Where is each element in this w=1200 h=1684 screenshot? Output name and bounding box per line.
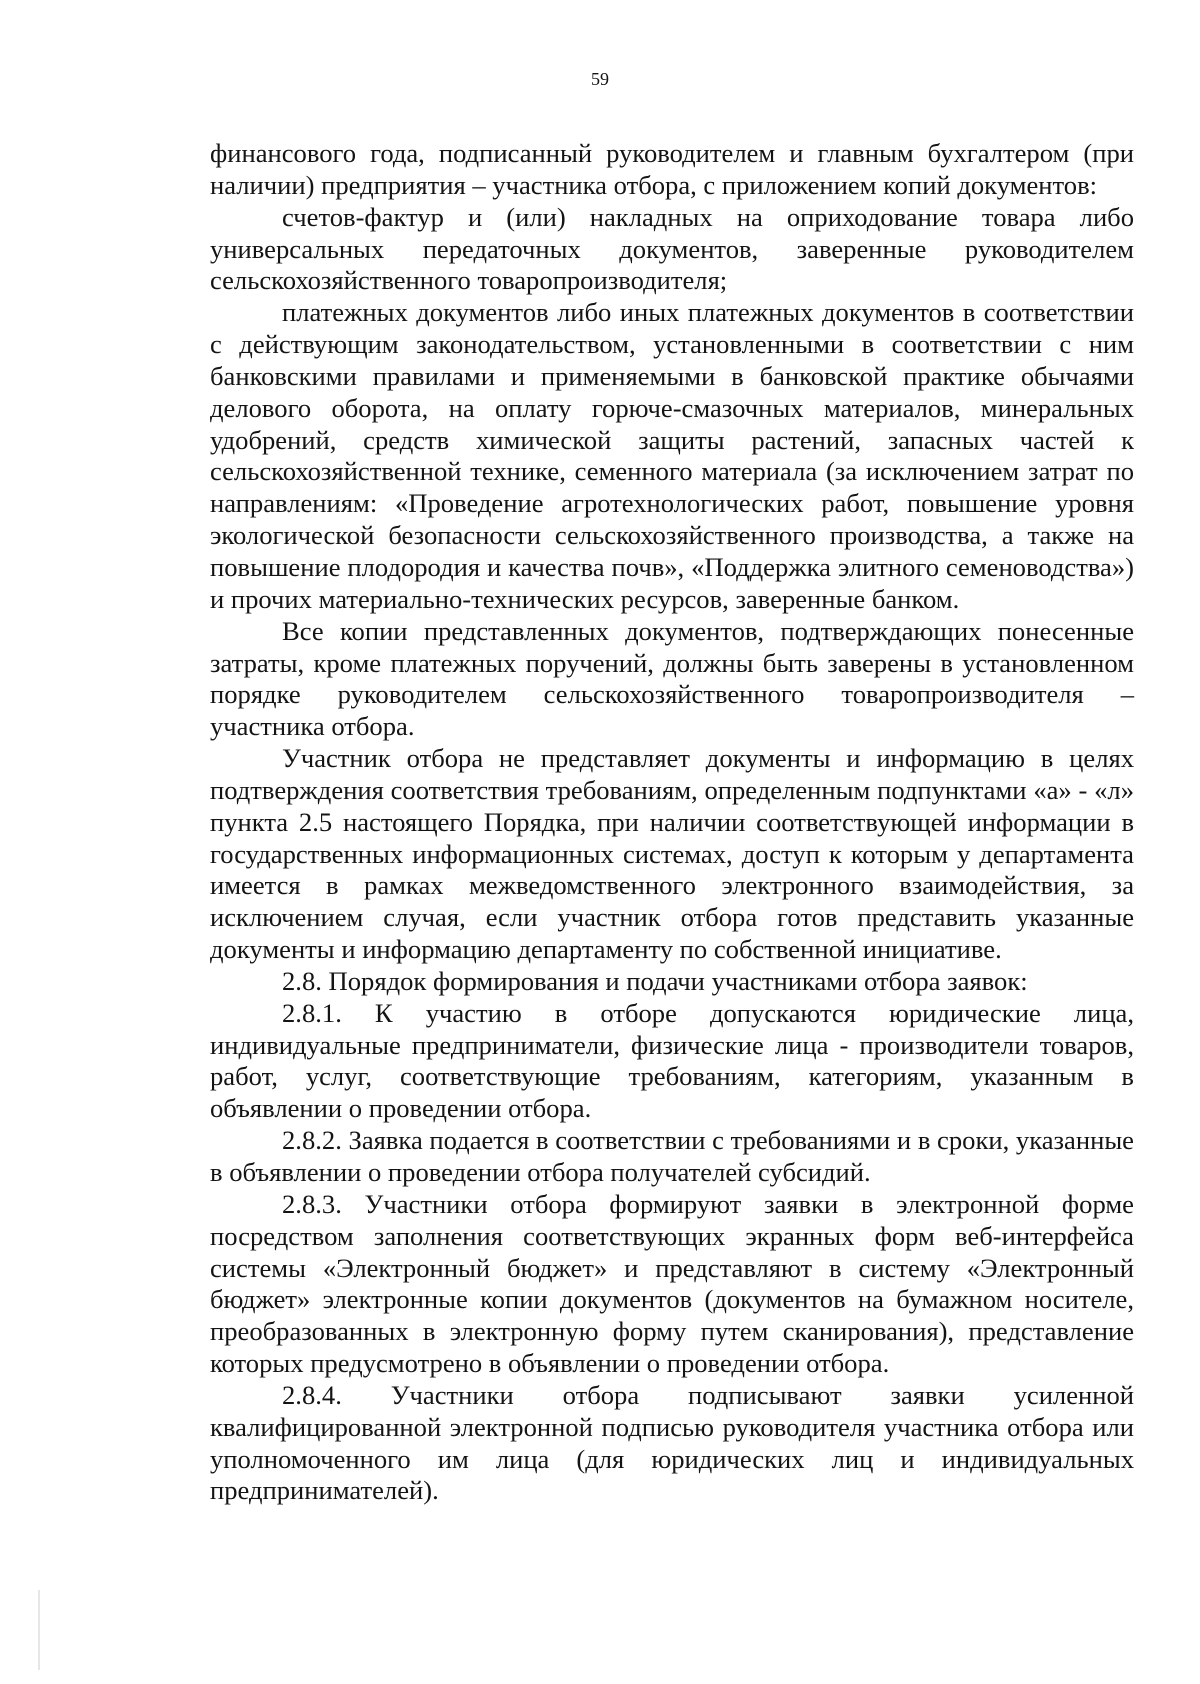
clause-2-8-1: 2.8.1. К участию в отборе допускаются юридические лица, индивидуальные предприниматели, физические лица - производители товаров, работ, услуг, соответствующие требованиям, категориям, указанным в объявлении о проведении отбора. xyxy=(210,997,1134,1124)
paragraph-invoices: счетов-фактур и (или) накладных на оприходование товара либо универсальных передаточных документов, заверенные руководителем сельскохозяйственного товаропроизводителя; xyxy=(210,201,1134,296)
clause-2-8-3: 2.8.3. Участники отбора формируют заявки в электронной форме посредством заполнения соответствующих экранных форм веб-интерфейса системы «Электронный бюджет» и представляют в систему «Электронный бюджет» электронные копии документов (документов на бумажном носителе, преобразованных в электронную форму путем сканирования), представление которых предусмотрено в объявлении о проведении отбора. xyxy=(210,1188,1134,1379)
clause-2-8-2: 2.8.2. Заявка подается в соответствии с требованиями и в сроки, указанные в объявлении о проведении отбора получателей субсидий. xyxy=(210,1125,1134,1187)
clause-2-8-4: 2.8.4. Участники отбора подписывают заявки усиленной квалифицированной электронной подписью руководителя участника отбора или уполномоченного им лица (для юридических лиц и индивидуальных предпринимателей). xyxy=(210,1379,1134,1506)
section-heading-2-8: 2.8. Порядок формирования и подачи участниками отбора заявок: xyxy=(282,965,1028,996)
paragraph-continuation: финансового года, подписанный руководителем и главным бухгалтером (при наличии) предприятия – участника отбора, с приложением копий документов: xyxy=(210,138,1134,200)
paragraph-interagency-info: Участник отбора не представляет документы и информацию в целях подтверждения соответствия требованиям, определенным подпунктами «а» - «л» пункта 2.5 настоящего Порядка, при наличии соответствующей информации в государственных информационных системах, доступ к которым у департамента имеется в рамках межведомственного электронного взаимодействия, за исключением случая, если участник отбора готов представить указанные документы и информацию департаменту по собственной инициативе. xyxy=(210,743,1134,965)
page-number: 59 xyxy=(591,69,609,89)
document-body xyxy=(210,138,1134,1507)
scan-edge-mark xyxy=(38,1590,40,1670)
paragraph-payment-documents: платежных документов либо иных платежных документов в соответствии с действующим законодательством, установленными в соответствии с ним банковскими правилами и применяемыми в банковской практике обычаями делового оборота, на оплату горюче-смазочных материалов, минеральных удобрений, средств химической защиты растений, запасных частей к сельскохозяйственной технике, семенного материала (за исключением затрат по направлениям: «Проведение агротехнологических работ, повышение уровня экологической безопасности сельскохозяйственного производства, а также на повышение плодородия и качества почв», «Поддержка элитного семеноводства») и прочих материально-технических ресурсов, заверенные банком. xyxy=(210,297,1134,614)
paragraph-certified-copies: Все копии представленных документов, подтверждающих понесенные затраты, кроме платежных поручений, должны быть заверены в установленном порядке руководителем сельскохозяйственного товаропроизводителя – участника отбора. xyxy=(210,615,1134,742)
